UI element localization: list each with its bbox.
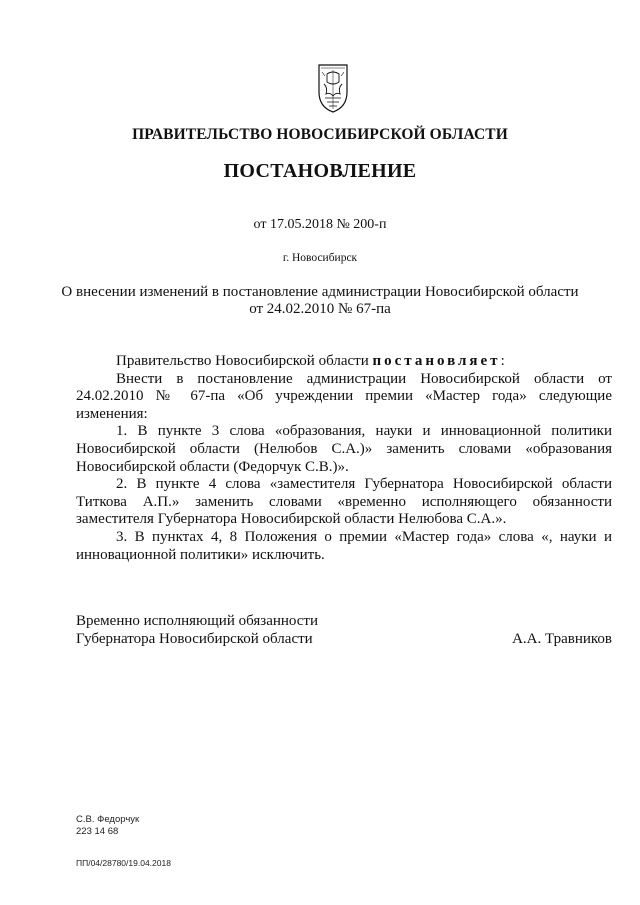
document-date-number: от 17.05.2018 № 200-п [253,217,387,232]
paragraph-item-1: 1. В пункте 3 слова «образования, науки и инновационной политики Новосибирской области (Нелюбов С.А.)» заменить словами «образования Новосибирской области (Федорчук С.В.)». [76,423,612,475]
intro-keyword: постановляет [372,353,501,369]
executor-block [76,814,139,838]
paragraph-main: Внести в постановление администрации Новосибирской области от 24.02.2010 № 67-па «Об учреждении премии «Мастер года» следующие изменения: [76,370,612,422]
intro-suffix: : [500,353,505,369]
executor-name: С.В. Федорчук [76,814,140,825]
paragraph-item-2: 2. В пункте 4 слова «заместителя Губернатора Новосибирской области Титкова А.П.» заменить словами «временно исполняющего обязанности заместителя Губернатора Новосибирской области Нелюбова С.А.». [76,476,612,528]
intro-prefix: Правительство Новосибирской области [116,353,373,369]
signature-block [76,613,612,648]
executor-phone: 223 14 68 [76,826,119,837]
org-title: ПРАВИТЕЛЬСТВО НОВОСИБИРСКОЙ ОБЛАСТИ [132,126,508,143]
intro-paragraph [76,353,612,371]
subject-line-1: О внесении изменений в постановление администрации Новосибирской области [61,284,579,300]
novosibirsk-coat-of-arms-icon [316,62,350,114]
document-code: ПП/04/28780/19.04.2018 [76,858,171,868]
paragraph-item-3: 3. В пунктах 4, 8 Положения о премии «Мастер года» слова «, науки и инновационной политики» исключить. [76,528,612,563]
subject-line-2: от 24.02.2010 № 67-па [249,301,391,317]
document-type: ПОСТАНОВЛЕНИЕ [223,160,417,182]
document-subject [60,284,580,318]
signatory-position-line-1: Временно исполняющий обязанности [76,613,319,629]
signatory-position-line-2: Губернатора Новосибирской области [76,630,313,647]
document-city: г. Новосибирск [282,252,358,264]
document-body [76,353,612,564]
signatory-name: А.А. Травников [512,630,612,647]
